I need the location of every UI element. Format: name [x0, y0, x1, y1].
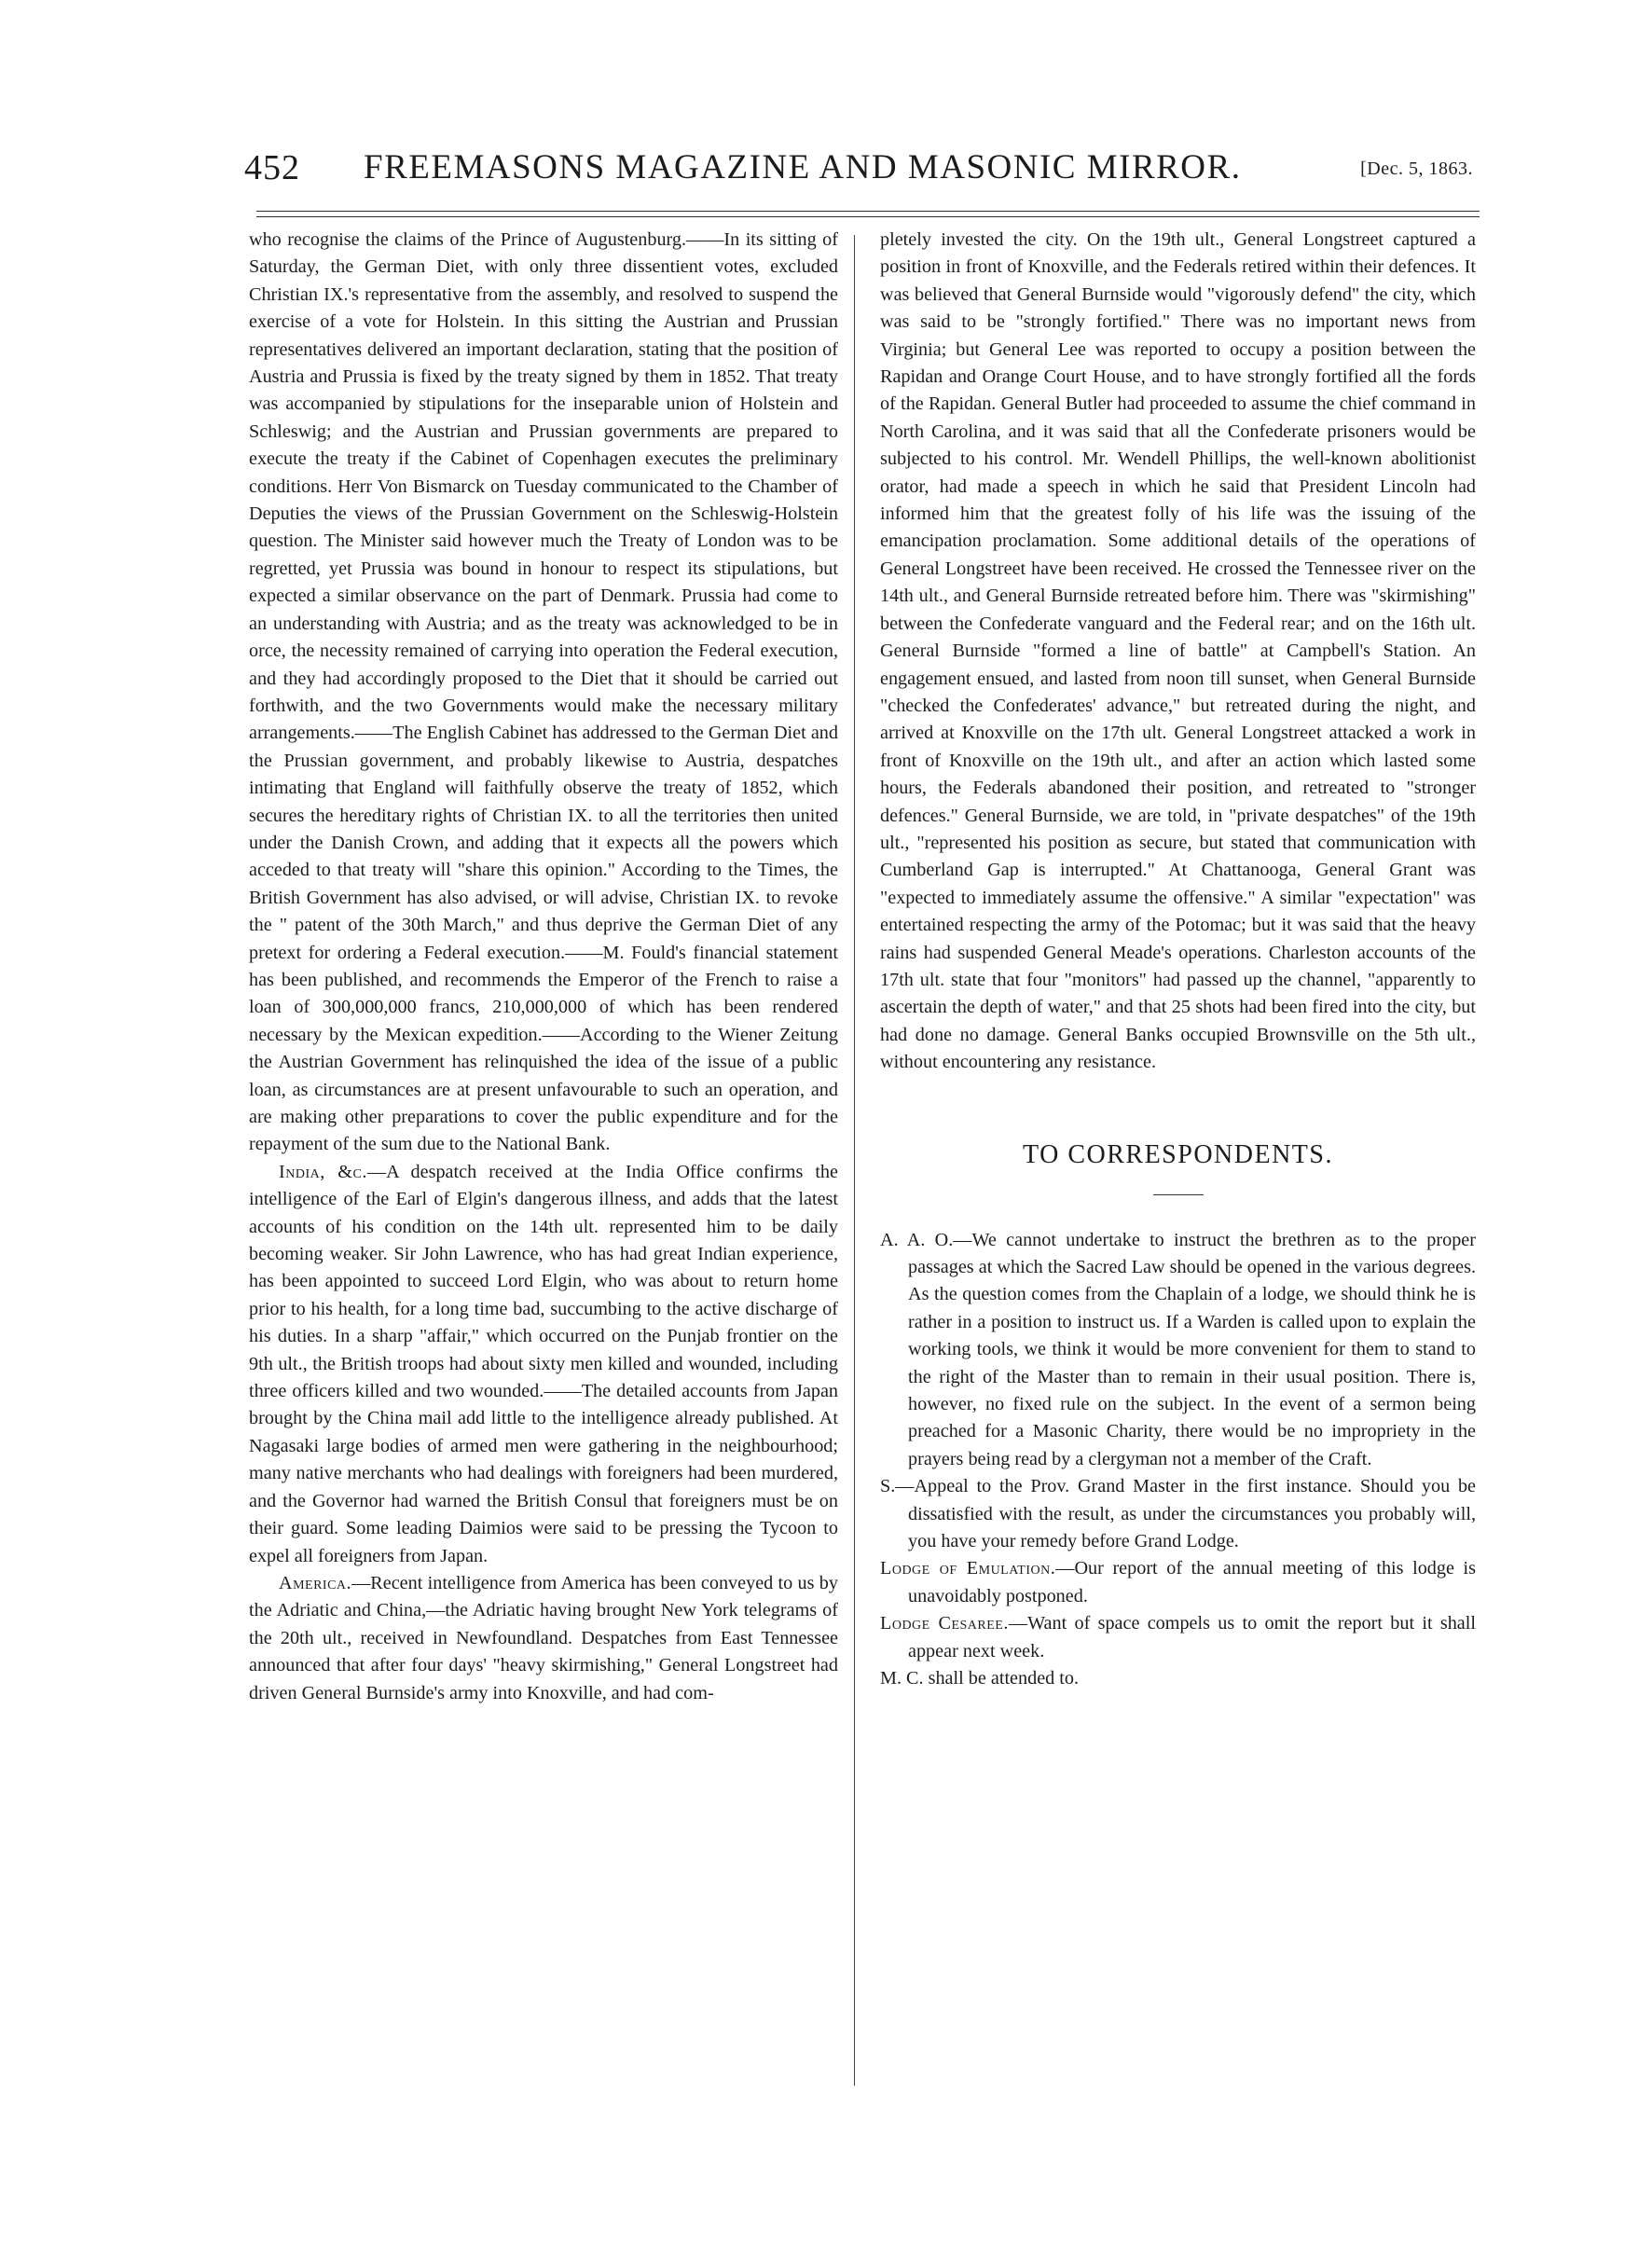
correspondent-note: M. C. shall be attended to.	[880, 1668, 1080, 1689]
header-rule-thin	[256, 216, 1480, 217]
issue-date: [Dec. 5, 1863.	[1360, 159, 1473, 179]
right-column	[880, 227, 1476, 1693]
left-column	[249, 227, 838, 1707]
page-header	[244, 140, 1484, 205]
america-lead: America.	[279, 1572, 352, 1593]
note-text: —Our report of the annual meeting of this lodge is unavoidably postponed.	[908, 1558, 1476, 1606]
india-text: —A despatch received at the India Office confirms the intelligence of the Earl of Elgin's dangerous illness, and adds that the latest accounts of his condition on the 14th ult. represented him to be daily becoming weaker. Sir John Lawrence, who has had great Indian experience, has been appointed to succeed Lord Elgin, who was about to return home prior to his health, for a long time bad, succumbing to the active discharge of his duties. In a sharp "affair," which occurred on the Punjab frontier on the 9th ult., the British troops had about sixty men killed and wounded, including three officers killed and two wounded.——The detailed accounts from Japan brought by the China mail add little to the intelligence already published. At Nagasaki large bodies of armed men were gathering in the neighbourhood; many native merchants who had dealings with foreigners had been murdered, and the Governor had warned the British Consul that foreigners must be on their guard. Some leading Daimios were said to be pressing the Tycoon to expel all foreigners from Japan.	[249, 1161, 838, 1566]
note-text: —Want of space compels us to omit the report but it shall appear next week.	[908, 1613, 1476, 1661]
foreign-news-paragraph: who recognise the claims of the Prince of Augustenburg.——In its sitting of Saturday, the German Diet, with only three dissentient votes, excluded Christian IX.'s representative from the assembly, and resolved to suspend the exercise of a vote for Holstein. In this sitting the Austrian and Prussian representatives delivered an important declaration, stating that the position of Austria and Prussia is fixed by the treaty signed by them in 1852. That treaty was accompanied by stipulations for the inseparable union of Holstein and Schleswig; and the Austrian and Prussian governments are prepared to execute the treaty if the Cabinet of Copenhagen executes the preliminary conditions. Herr Von Bismarck on Tuesday communicated to the Chamber of Deputies the views of the Prussian Government on the Schleswig-Holstein question. The Minister said however much the Treaty of London was to be regretted, yet Prussia was bound in honour to respect its stipulations, but expected a similar observance on the part of Denmark. Prussia had come to an understanding with Austria; and as the treaty was acknowledged to be in orce, the necessity remained of carrying into operation the Federal execution, and they had accordingly proposed to the Diet that it should be carried out forthwith, and the two Governments would make the necessary military arrangements.——The English Cabinet has addressed to the German Diet and the Prussian government, and probably likewise to Austria, despatches intimating that England will faithfully observe the treaty of 1852, which secures the hereditary rights of Christian IX. to all the territories then united under the Danish Crown, and adding that it expects all the powers which acceded to that treaty will "share this opinion." According to the Times, the British Government has also advised, or will advise, Christian IX. to revoke the " patent of the 30th March," and thus deprive the German Diet of any pretext for ordering a Federal execution.——M. Fould's financial statement has been published, and recommends the Emperor of the French to raise a loan of 300,000,000 francs, 210,000,000 of which has been rendered necessary by the Mexican expedition.——According to the Wiener Zeitung the Austrian Government has relinquished the idea of the issue of a public loan, as circumstances are at present unfavourable to such an operation, and are making other preparations to cover the public expenditure and for the repayment of the sum due to the National Bank.	[249, 229, 838, 1155]
correspondent-note: A. A. O.—We cannot undertake to instruct the brethren as to the proper passages at which the Sacred Law should be opened in the various degrees. As the question comes from the Chaplain of a lodge, we should think he is rather in a position to instruct us. If a Warden is called upon to explain the working tools, we think it would be more convenient for them to stand to the right of the Master than to remain in their usual position. There is, however, no fixed rule on the subject. In the event of a sermon being preached for a Masonic Charity, there would be no impropriety in the prayers being read by a clergyman not a member of the Craft.	[880, 1229, 1476, 1469]
masthead-title: FREEMASONS MAGAZINE AND MASONIC MIRROR.	[364, 148, 1242, 186]
india-lead: India, &c.	[279, 1161, 367, 1182]
correspondent-note	[880, 1555, 1476, 1610]
india-paragraph	[249, 1159, 838, 1570]
heading-rule	[1153, 1194, 1204, 1195]
america-text: —Recent intelligence from America has been conveyed to us by the Adriatic and China,—the Adriatic having brought New York telegrams of the 20th ult., received in Newfoundland. Despatches from East Tennessee announced that after four days' "heavy skirmishing," General Longstreet had driven General Burnside's army into Knoxville, and had com-	[249, 1572, 838, 1703]
section-heading: TO CORRESPONDENTS.	[1023, 1139, 1333, 1169]
page-number: 452	[244, 148, 300, 187]
header-rule	[256, 211, 1480, 212]
america-continued-paragraph: pletely invested the city. On the 19th ult., General Longstreet captured a position in front of Knoxville, and the Federals retired within their defences. It was believed that General Burnside would "vigorously defend" the city, which was said to be "strongly fortified." There was no important news from Virginia; but General Lee was reported to occupy a position between the Rapidan and Orange Court House, and to have strongly fortified all the fords of the Rapidan. General Butler had proceeded to assume the chief command in North Carolina, and it was said that all the Confederate prisoners would be subjected to his control. Mr. Wendell Phillips, the well-known abolitionist orator, had made a speech in which he said that President Lincoln had informed him that the greatest folly of his life was the issuing of the emancipation proclamation. Some additional details of the operations of General Longstreet have been received. He crossed the Tennessee river on the 14th ult., and General Burnside retreated before him. There was "skirmishing" between the Confederate vanguard and the Federal rear; and on the 16th ult. General Burnside "formed a line of battle" at Campbell's Station. An engagement ensued, and lasted from noon till sunset, when General Burnside "checked the Confederates' advance," but retreated during the night, and arrived at Knoxville on the 17th ult. General Longstreet attacked a work in front of Knoxville on the 19th ult., and after an action which lasted some hours, the Federals abandoned their position, and retreated to "stronger defences." General Burnside, we are told, in "private despatches" of the 19th ult., "represented his position as secure, but stated that communication with Cumberland Gap is interrupted." At Chattanooga, General Grant was "expected to immediately assume the offensive." A similar "expectation" was entertained respecting the army of the Potomac; but it was said that the heavy rains had suspended General Meade's operations. Charleston accounts of the 17th ult. state that four "monitors" had passed up the channel, "apparently to ascertain the depth of water," and that 25 shots had been fired into the city, but had done no damage. General Banks occupied Brownsville on the 5th ult., without encountering any resistance.	[880, 229, 1476, 1073]
correspondent-note	[880, 1610, 1476, 1665]
america-paragraph	[249, 1570, 838, 1707]
correspondent-note: S.—Appeal to the Prov. Grand Master in the first instance. Should you be dissatisfied with the result, as under the circumstances you probably will, you have your remedy before Grand Lodge.	[880, 1476, 1476, 1552]
column-divider	[854, 235, 855, 2086]
note-lead: Lodge of Emulation.	[880, 1558, 1056, 1579]
note-lead: Lodge Cesaree.	[880, 1613, 1009, 1634]
